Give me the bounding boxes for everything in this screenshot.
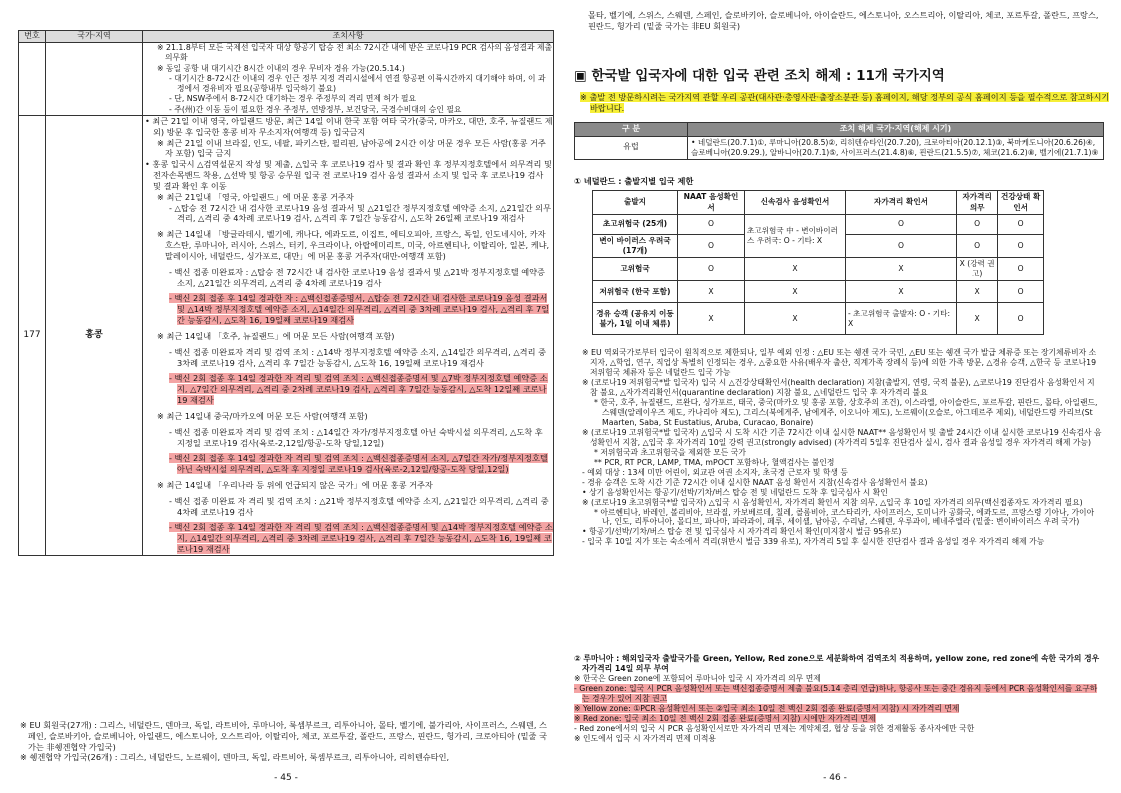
group4-header: ※ 최근 14일내 「우리나라 등 위에 언급되지 않은 국가」에 머문 홍콩 거주자 <box>157 479 433 490</box>
nl-note-7: - 경유 승객은 도착 시간 기준 72시간 이내 실시한 NAAT 음성 확인서 지참(신속검사 음성확인서 불요) <box>582 477 928 487</box>
group3-item-0: - 백신 접종 미완료자 격리 및 검역 조치 : △14일간 자가/정부지정호텔 아닌 숙박시설 의무격리, △도착 후 지정일 코로나19 검사(육로-2,12일/항공-도착 당일,12일) <box>169 426 543 448</box>
header-country: 국가·지역 <box>46 31 143 43</box>
left-page <box>18 0 554 793</box>
ref-row-label: 유럽 <box>575 136 688 159</box>
ref-row-value: • 네덜란드(20.7.1)①, 루마니아(20.8.5)②, 리히텐슈타인(20.7.20), 크로아티아(20.12.1)③, 북마케도니아(20.6.26)④, 슬로베니아(20.9.29.), 알바니아(20.7.1)⑤, 사이프러스(21.4.8)⑥, 핀란드(21.5.5)⑦, 체코(21.6.2)⑧, 벨기에(21.7.1)⑨ <box>688 136 1104 159</box>
group4-item-0: - 백신 접종 미완료 자 격리 및 검역 조치 : △21박 정부지정호텔 예약증 소지, △21일간 의무격리, △격리 중 4차례 코로나19 검사 <box>169 495 549 517</box>
footnote-eu: ※ EU 회원국(27개) : 그리스, 네덜란드, 덴마크, 독일, 라트비아, 루마니아, 룩셈부르크, 리투아니아, 몰타, 벨기에, 불가리아, 사이프러스, 스웨덴, 스페인, 슬로바키아, 슬로베니아, 아일랜드, 에스토니아, 오스트리아, 이탈리아, 체코, 포르투갈, 폴란드, 프랑스, 핀란드, 헝가리, 크로아티아 (밑줄 국가는 非쉥겐협약 가입국) <box>20 720 547 752</box>
section-b-2: • 홍콩 입국시 △검역설문지 작성 및 제출, △입국 후 코로나19 검사 및 결과 확인 후 정부지정호텔에서 의무격리 및 전자손목밴드 착용, △선박 및 항공 승무원 입국 전 코로나19 검사 음성 결과서 소지 및 입국 후 코로나19 검사 및 결과 확인 후 이동 <box>145 159 552 191</box>
prev-measures <box>143 43 554 116</box>
nl-h0: 출발지 <box>593 191 678 215</box>
nl-r2c5: O <box>998 258 1044 281</box>
nl-r0c1: O <box>678 215 745 235</box>
ro-note-1: - Green zone: 입국 시 PCR 음성확인서 또는 백신접종증명서 제출 불요(5.14 총리 언급)하나, 항공사 또는 중간 경유지 등에서 PCR 음성확인서를 요구하는 경우가 있어 지참 권고 <box>574 683 1098 703</box>
nl-transit-selfq: - 초고위험국 출발자: O - 기타: X <box>846 303 957 335</box>
ref-row-europe <box>575 136 1104 159</box>
header-measures: 조치사항 <box>143 31 554 43</box>
nl-r4c0: 경유 승객 (공유지 이동 불가, 1일 이내 체류) <box>593 303 678 335</box>
row-number: 177 <box>19 115 46 555</box>
section-a-1: ※ 동일 공항 내 대기시간 8시간 이내의 경우 무비자 경유 가능(20.5.14.) <box>157 63 405 73</box>
hongkong-measures <box>143 115 554 555</box>
group2-item-1: - 백신 2회 접종 후 14일 경과한 자 격리 및 검역 조치 : △백신접종증명서 및 △7박 정부지정호텔 예약증 소지, △7일간 의무격리, △격리 중 2차례 코로나19 검사, △격리 후 7일간 능동감시, △도착 12일째 코로나19 재검사 <box>169 373 548 406</box>
nl-h4: 자가격리 의무 <box>957 191 998 215</box>
nl-r0c5: O <box>998 215 1044 235</box>
section-b-1: ※ 최근 21일 이내 브라질, 인도, 네팔, 파키스탄, 필리핀, 남아공에 2시간 이상 머문 경우 모든 사람(홍콩 거주자 포함) 입국 금지 <box>157 137 546 159</box>
table-row <box>593 303 1044 335</box>
nl-r0c4: O <box>957 215 998 235</box>
top-fragment <box>18 0 554 8</box>
ref-head-right: 조치 해제 국가·지역(해제 시기) <box>688 123 1104 137</box>
nl-r1c1: O <box>678 235 745 258</box>
nl-r3c3: X <box>846 281 957 303</box>
nl-r3c0: 저위험국 (한국 포함) <box>593 281 678 303</box>
uk-item: - △탑승 전 72시간 내 검사한 코로나19 음성 결과서 및 △21일간 정부지정호텔 예약증 소지, △21일간 의무격리, △격리 중 4차례 코로나19 검사, △격리 후 7일간 능동감시, △도착 26일째 코로나19 재검사 <box>169 202 551 224</box>
section-b-0: • 최근 21일 이내 영국, 아일랜드 방문, 최근 14일 이내 한국 포함 여타 국가(중국, 마카오, 대만, 호주, 뉴질랜드 제외) 방문 후 입국한 홍콩 비자 무소지자(여행객 등) 입국금지 <box>145 115 553 137</box>
group3-item-1: - 백신 2회 접종 후 14일 경과한 자 격리 및 검역 조치 : △백신접종증명서 소지, △7일간 자가/정부지정호텔 아닌 숙박시설 의무격리, △도착 후 지정일 코로나19 검사(육로-2,12일/항공-도착 당일,12일) <box>169 453 548 475</box>
page-number-left: - 45 - <box>274 773 298 784</box>
ref-header-row <box>575 123 1104 137</box>
ro-note-3: ※ Red zone: 입국 최소 10일 전 백신 2회 접종 완료(증명서 지참) 시에만 자가격리 면제 <box>574 713 876 723</box>
group4-item-1: - 백신 2회 접종 후 14일 경과한 자 격리 및 검역 조치 : △백신접종증명서 및 △14박 정부지정호텔 예약증 소지, △14일간 의무격리, △격리 중 3차례 코로나19 검사, △격리 후 7일간 능동감시, △도착 16, 19일째 코로나19 재검사 <box>169 522 553 555</box>
group2-header: ※ 최근 14일내 「호주, 뉴질랜드」에 머문 모든 사람(여행객 포함) <box>157 330 395 341</box>
group1-item-0: - 백신 접종 미완료자 : △탑승 전 72시간 내 검사한 코로나19 음성 결과서 및 △21박 정부지정호텔 예약증 소지, △21일간 의무격리, △격리 중 4차례 코로나19 검사 <box>169 266 545 288</box>
nl-h5: 건강상태 확인서 <box>998 191 1044 215</box>
nl-note-12: - 입국 후 10일 지가 또는 숙소에서 격리(위반시 벌금 339 유로), 자가격리 5일 후 실시한 진단검사 결과 음성일 경우 자가격리 해제 가능 <box>582 537 1045 547</box>
ref-head-left: 구 분 <box>575 123 688 137</box>
nl-r1c5: O <box>998 235 1044 258</box>
section-a-3: - 단, NSW주에서 8-72시간 대기하는 경우 주정부의 격리 면제 허가 필요 <box>169 94 417 104</box>
nl-h3: 자가격리 확인서 <box>846 191 957 215</box>
nl-r1c3: O <box>846 235 957 258</box>
section-a-4: - 주(州)간 이동 등이 필요한 경우 주정부, 연방정부, 보건당국, 국경수비대의 승인 필요 <box>169 104 462 114</box>
nl-note-2: * 한국, 호주, 뉴질랜드, 르완다, 싱가포르, 태국, 중국(마카오 및 홍콩 포함, 상호주의 조건), 이스라엘, 아이슬란드, 포르투갈, 핀란드, 몰타, 아일랜드, 스웨덴(알레이우즈 제도, 카나리아 제도), 그리스(북에게주, 남에게주, 이오니아 제도), 노르웨이(오슬로, 아그데르주 제외), 네덜란드령 카리브(St Maarten, Saba, St Eustatius, Aruba, Curacao, Bonaire) <box>594 397 1098 427</box>
ro-note-5: ※ 인도에서 입국 시 자가격리 면제 미적용 <box>574 733 716 743</box>
nl-r4c5: O <box>998 303 1044 335</box>
notice: ※ 출발 전 방문하시려는 국가지역 관할 우리 공관(대사관·총영사관·출장소분관 등) 홈페이지, 해당 정부의 공식 홈페이지 등을 필수적으로 참고하시기 바랍니다. <box>580 92 1110 113</box>
measures-table <box>18 30 554 556</box>
prev-country <box>46 43 143 116</box>
nl-r2c2: X <box>745 258 846 281</box>
table-row <box>593 215 1044 235</box>
nl-note-11: • 항공기/선박/기차/버스 탑승 전 및 입국심사 시 자가격리 확인서 확인(미지참시 벌금 95유로) <box>582 527 902 537</box>
nl-h2: 신속검사 음성확인서 <box>745 191 846 215</box>
nl-heading: ① 네덜란드 : 출발지별 입국 제한 <box>574 176 694 186</box>
group2-item-0: - 백신 접종 미완료자 격리 및 검역 조치 : △14박 정부지정호텔 예약증 소지, △14일간 의무격리, △격리 중 3차례 코로나19 검사, △격리 후 7일간 능동감시, △도착 16, 19일째 코로나19 재검사 <box>169 346 547 368</box>
nl-r4c4: X <box>957 303 998 335</box>
ro-section <box>572 654 1102 744</box>
row-country: 홍콩 <box>46 115 143 555</box>
nl-note-6: - 예외 대상 : 13세 미만 어린이, 외교관 여권 소지자, 초국경 근로자 및 학생 등 <box>582 467 848 477</box>
ro-heading: ② 루마니아 : 해외입국자 출발국가를 Green, Yellow, Red zone으로 세분화하여 검역조치 적용하며, yellow zone, red zone에 속한 국가의 경우 자가격리 14일 의무 부여 <box>574 654 1100 673</box>
footnote-schengen: ※ 쉥겐협약 가입국(26개) : 그리스, 네덜란드, 노르웨이, 덴마크, 독일, 라트비아, 룩셈부르크, 리투아니아, 리히텐슈타인, <box>20 752 450 763</box>
header-number: 번호 <box>19 31 46 43</box>
group1-header: ※ 최근 14일내 「방글라데시, 벨기에, 캐나다, 에콰도르, 이집트, 에티오피아, 프랑스, 독일, 인도네시아, 카자흐스탄, 루마니아, 러시아, 스위스, 터키, 우크라이나, 아랍에미리트, 미국, 아르헨티나, 이탈리아, 일본, 케냐, 말레이시아, 네덜란드, 싱가포르, 대만」에 머문 홍콩 거주자(대만-여행객 포함) <box>157 229 550 261</box>
nl-restrictions-table <box>592 190 1044 335</box>
nl-h1: NAAT 음성확인서 <box>678 191 745 215</box>
nl-r3c5: O <box>998 281 1044 303</box>
nl-r2c3: X <box>846 258 957 281</box>
nl-r3c2: X <box>745 281 846 303</box>
section-b-3: ※ 최근 21일내 「영국, 아일랜드」에 머문 홍콩 거주자 <box>157 191 354 202</box>
ro-note-4: - Red zone에서의 입국 시 PCR 음성확인서로만 자가격리 면제는 계약체결, 협상 등을 위한 경제활동 종사자에만 국한 <box>574 723 975 733</box>
nl-r2c0: 고위험국 <box>593 258 678 281</box>
right-page <box>566 0 1110 793</box>
section-a-0: ※ 21.1.8부터 모든 국제선 입국자 대상 항공기 탑승 전 최소 72시간 내에 받은 코로나19 PCR 검사의 음성결과 제출 의무화 <box>157 43 553 63</box>
nl-note-9: ※ (코로나19 초고위험국*발 입국자) △입국 시 음성확인서, 자가격리 확인서 지참 의무, △입국 후 10일 자가격리 의무(백신접종자도 자가격리 필요) <box>582 497 1083 507</box>
table-header-row <box>19 31 554 43</box>
group1-item-1: - 백신 2회 접종 후 14일 경과한 자 : △백신접종증명서, △탑승 전 72시간 내 검사한 코로나19 음성 결과서 및 △14박 정부지정호텔 예약증 소지, △14일간 의무격리, △격리 중 3차례 코로나19 검사, △격리 후 7일간 능동감시, △도착 16, 19일째 코로나19 재검사 <box>169 293 550 326</box>
table-row-hongkong <box>19 115 554 555</box>
nl-rapid-merged: 초고위험국 中 - 변이바이러스 우려국: O - 기타: X <box>745 215 846 258</box>
page-number-right: - 46 - <box>823 773 847 784</box>
nl-header-row <box>593 191 1044 215</box>
nl-r1c0: 변이 바이러스 우려국(17개) <box>593 235 678 258</box>
nl-r3c4: X <box>957 281 998 303</box>
nl-note-1: ※ (코로나19 저위험국*발 입국자) 입국 시 △건강상태확인서(health declaration) 지참(출발지, 연령, 국적 불문), △코로나19 진단검사 음성확인서 지참 불요, △자가격리확인서(quarantine declaration) 지참 불요, △네덜란드 입국 후 자가격리 불요 <box>582 377 1095 397</box>
nl-r0c3: O <box>846 215 957 235</box>
nl-note-4: * 저위험국과 초고위험국을 제외한 모든 국가 <box>594 447 746 457</box>
nl-note-5: ** PCR, RT PCR, LAMP, TMA, mPOCT 포함하나, 혈액검사는 불인정 <box>594 457 835 467</box>
ro-note-0: ※ 한국은 Green zone에 포함되어 루마니아 입국 시 자가격리 의무 면제 <box>574 673 821 683</box>
top-continuation: 몰타, 벨기에, 스위스, 스웨덴, 스페인, 슬로바키아, 슬로베니아, 아이슬란드, 에스토니아, 오스트리아, 이탈리아, 체코, 포르투갈, 폴란드, 프랑스, 핀란드, 헝가리 (밑줄 국가는 非EU 회원국) <box>588 10 1099 31</box>
table-row <box>593 281 1044 303</box>
nl-r2c1: O <box>678 258 745 281</box>
nl-r1c4: O <box>957 235 998 258</box>
group3-header: ※ 최근 14일내 중국/마카오에 머문 모든 사람(여행객 포함) <box>157 410 368 421</box>
table-row <box>593 258 1044 281</box>
nl-r4c2: X <box>745 303 846 335</box>
table-row-prev <box>19 43 554 116</box>
nl-r3c1: X <box>678 281 745 303</box>
nl-r4c1: X <box>678 303 745 335</box>
prev-number <box>19 43 46 116</box>
nl-note-8: • 상기 음성확인서는 항공기/선박/기차/버스 탑승 전 및 네덜란드 도착 후 입국심사 시 확인 <box>582 487 888 497</box>
section-title: ▣ 한국발 입국자에 대한 입국 관련 조치 해제 : 11개 국가지역 <box>574 68 945 84</box>
nl-note-3: ※ (코로나19 고위험국*발 입국자) △입국 시 도착 시간 기준 72시간 이내 실시한 NAAT** 음성확인서 및 출발 24시간 이내 실시한 코로나19 신속검사 음성확인서 지참, △입국 후 자가격리 10일 강력 권고(strongly advised) (자가격리 5일후 진단검사 실시, 검사 결과 음성일 경우 자가격리 해제 가능) <box>582 427 1102 447</box>
nl-notes <box>580 348 1102 547</box>
lifted-countries-table <box>574 122 1104 160</box>
nl-note-0: ※ EU 역외국가로부터 입국이 원칙적으로 제한되나, 일부 예외 인정 : △EU 또는 쉥겐 국가 국민, △EU 또는 쉥겐 국가 발급 체류증 또는 장기체류비자 소지자, △학업, 연구, 직업상 특별히 인정되는 경우, △중요한 사유(배우자 출산, 직계가족 장례식 등)에 의한 가족 방문, △경유 승객, △한국 등 코로나19 저위험국 체류자 등은 네덜란드 입국 가능 <box>582 348 1097 377</box>
nl-note-10: * 아르헨티나, 바레인, 볼리비아, 브라질, 카보베르데, 칠레, 콜롬비아, 코스타리카, 사이프러스, 도미니카 공화국, 에콰도르, 프랑스령 기아나, 가이아나, 인도, 리투아니아, 몰디브, 파나마, 파라과이, 페루, 세이셸, 남아공, 수리남, 스웨덴, 우루과이, 베네주엘라 (밑줄: 변이바이러스 우려 국가) <box>594 507 1095 527</box>
nl-r0c0: 초고위험국 (25개) <box>593 215 678 235</box>
ro-note-2: ※ Yellow zone: ①PCR 음성확인서 또는 ②입국 최소 10일 전 백신 2회 접종 완료(증명서 지참) 시 자가격리 면제 <box>574 703 960 713</box>
footnotes <box>18 720 554 763</box>
nl-r2c4: X (강력 권고) <box>957 258 998 281</box>
section-a-2: - 대기시간 8-72시간 이내의 경우 인근 정부 지정 격리시설에서 연결 항공편 이륙시간까지 대기해야 하며, 이 과정에서 경유비자 필요(공항내부 입국하기 불요) <box>169 73 546 94</box>
